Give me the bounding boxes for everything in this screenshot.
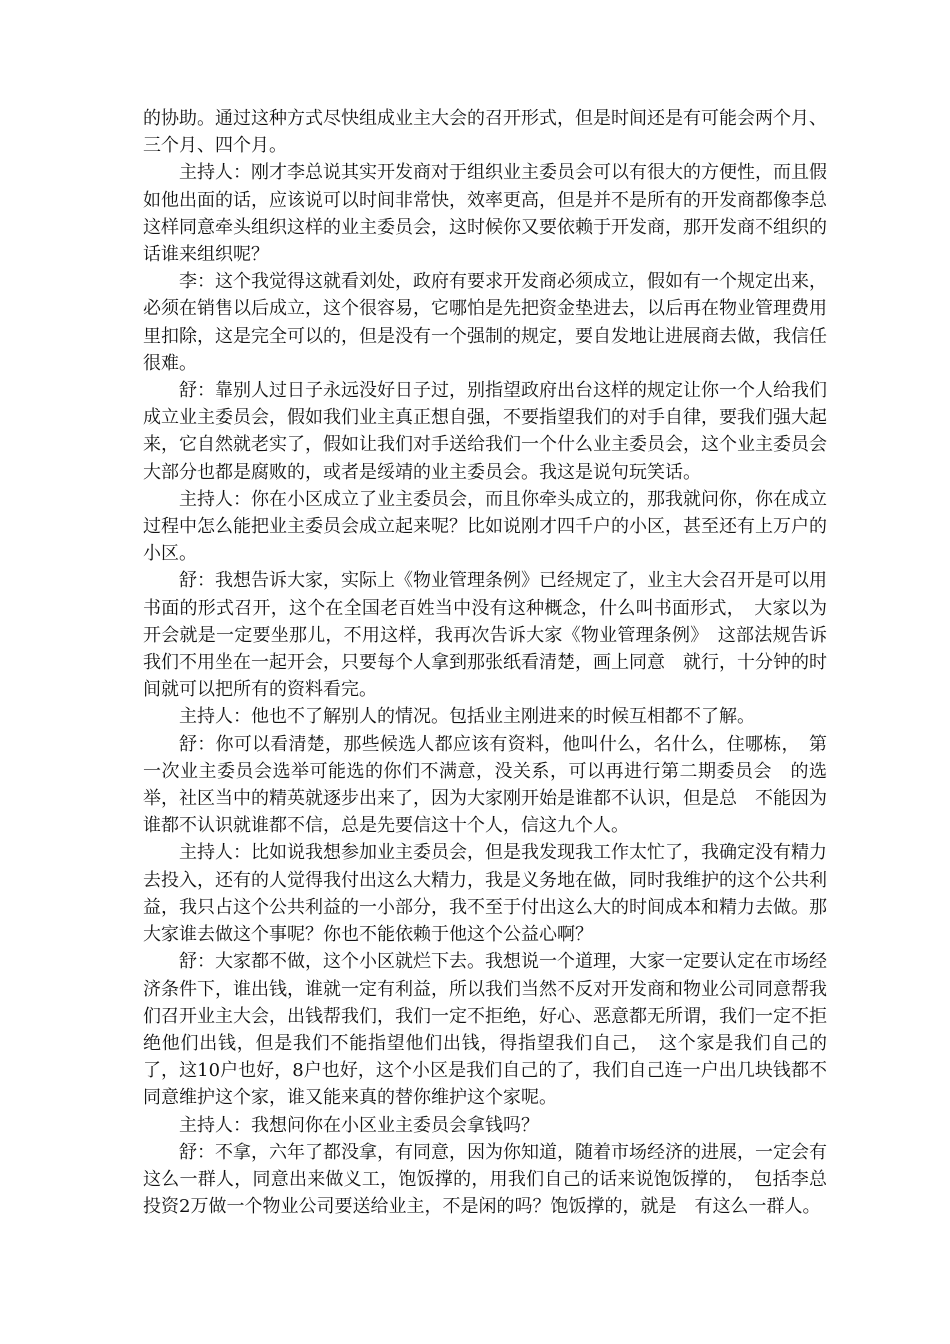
paragraph: 主持人：你在小区成立了业主委员会，而且你牵头成立的，那我就问你，你在成立过程中怎么能把业主委员会成立起来呢？比如说刚才四千户的小区，甚至还有上万户的小区。 <box>143 488 827 565</box>
paragraph: 主持人：比如说我想参加业主委员会，但是我发现我工作太忙了，我确定没有精力去投入，还有的人觉得我付出这么大精力，我是义务地在做，同时我维护的这个公共利益，我只占这个公共利益的一小部分，我不至于付出这么大的时间成本和精力去做。那大家谁去做这个事呢？你也不能依赖于他这个公益心啊？ <box>143 842 827 946</box>
paragraph: 的协助。通过这种方式尽快组成业主大会的召开形式，但是时间还是有可能会两个月、三个月、四个月。 <box>143 108 827 157</box>
paragraph: 李：这个我觉得这就看刘处，政府有要求开发商必须成立，假如有一个规定出来，必须在销售以后成立，这个很容易，它哪怕是先把资金垫进去，以后再在物业管理费用里扣除，这是完全可以的，但是没有一个强制的规定，要自发地让进展商去做，我信任很难。 <box>143 271 827 374</box>
document-body <box>143 105 827 1220</box>
paragraph: 舒：大家都不做，这个小区就烂下去。我想说一个道理，大家一定要认定在市场经济条件下，谁出钱，谁就一定有利益，所以我们当然不反对开发商和物业公司同意帮我们召开业主大会，出钱帮我们，我们一定不拒绝，好心、恶意都无所谓，我们一定不拒绝他们出钱，但是我们不能指望他们出钱，得指望我们自己， 这个家是我们自己的了，这10户也好，8户也好，这个小区是我们自己的了，我们自己连一户出几块钱都不同意维护这个家，谁又能来真的替你维护这个家呢。 <box>143 951 827 1109</box>
paragraph: 舒：靠别人过日子永远没好日子过，别指望政府出台这样的规定让你一个人给我们成立业主委员会，假如我们业主真正想自强，不要指望我们的对手自律，要我们强大起来，它自然就老实了，假如让我们对手送给我们一个什么业主委员会，这个业主委员会大部分也都是腐败的，或者是绥靖的业主委员会。我这是说句玩笑话。 <box>143 380 827 483</box>
paragraph: 舒：不拿，六年了都没拿，有同意，因为你知道，随着市场经济的进展，一定会有这么一群人，同意出来做义工，饱饭撑的，用我们自己的话来说饱饭撑的， 包括李总投资2万做一个物业公司要送给业主，不是闲的吗？饱饭撑的，就是 有这么一群人。 <box>143 1141 827 1218</box>
paragraph: 主持人：我想问你在小区业主委员会拿钱吗？ <box>179 1114 539 1136</box>
paragraph: 主持人：刚才李总说其实开发商对于组织业主委员会可以有很大的方便性，而且假如他出面的话，应该说可以时间非常快，效率更高，但是并不是所有的开发商都像李总这样同意牵头组织这样的业主委员会，这时候你又要依赖于开发商，那开发商不组织的话谁来组织呢？ <box>143 162 827 266</box>
paragraph: 主持人：他也不了解别人的情况。包括业主刚进来的时候互相都不了解。 <box>179 706 755 728</box>
paragraph: 舒：我想告诉大家，实际上《物业管理条例》已经规定了，业主大会召开是可以用书面的形式召开，这个在全国老百姓当中没有这种概念，什么叫书面形式， 大家以为开会就是一定要坐那儿，不用这样，我再次告诉大家《物业管理条例》 这部法规告诉我们不用坐在一起开会，只要每个人拿到那张纸看清楚，画上同意 就行，十分钟的时间就可以把所有的资料看完。 <box>143 570 827 701</box>
paragraph: 舒：你可以看清楚，那些候选人都应该有资料，他叫什么，名什么，住哪栋， 第一次业主委员会选举可能选的你们不满意，没关系，可以再进行第二期委员会 的选举，社区当中的精英就逐步出来了，因为大家刚开始是谁都不认识，但是总 不能因为谁都不认识就谁都不信，总是先要信这十个人，信这九个人。 <box>143 733 827 837</box>
